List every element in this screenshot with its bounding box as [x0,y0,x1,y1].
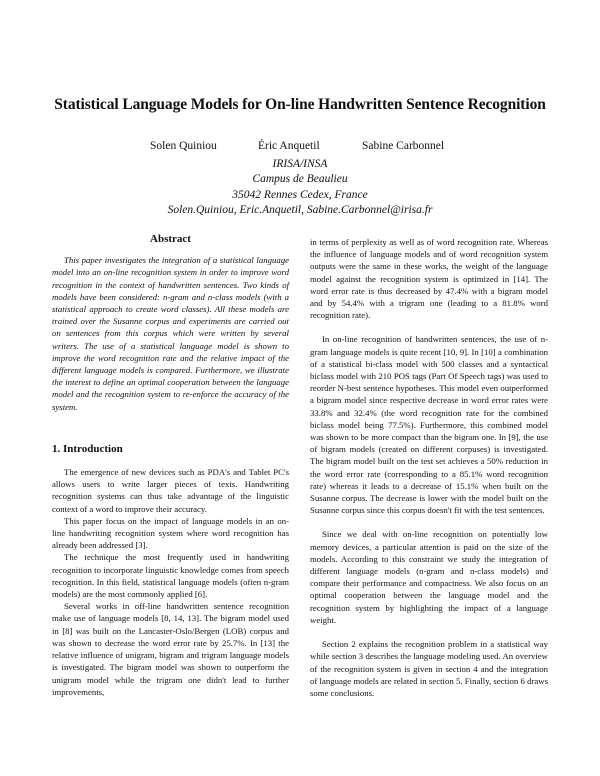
author-2: Éric Anquetil [258,140,320,152]
right-paragraph-4: Section 2 explains the recognition problem in a statistical way while section 3 describes the language modeling used. An overview of the recognition system is given in section 4 and the integration of language models are related in section 5. Finally, section 6 draws some conclusions. [310,639,548,698]
section-heading-introduction: 1. Introduction [52,442,123,455]
right-paragraph-3: Since we deal with on-line recognition on potentially low memory devices, a particular attention is paid on the size of the models. According to this constraint we study the integration of different language models (n-gram and n-class models) and compare their performance and compactness. We also focus on an optimal cooperation between the language model and the recognition system by highlighting the impact of a language weight. [310,529,548,625]
right-paragraph-1: in terms of perplexity as well as of word recognition rate. Whereas the influence of language models and of word recognition system outputs were the same in these works, the weight of the language model against the recognition system is optimized in [14]. The word error rate is thus decreased by 47.4% with a bigram model and by 54.4% with a trigram one (leading to a 81.8% word recognition rate). [310,237,548,321]
affiliation-emails: Solen.Quiniou, Eric.Anquetil, Sabine.Carbonnel@irisa.fr [167,203,433,216]
abstract-heading: Abstract [150,233,191,245]
affiliation-campus: Campus de Beaulieu [252,173,348,186]
paper-title: Statistical Language Models for On-line Handwritten Sentence Recognition [54,96,546,113]
affiliation-block [60,157,540,218]
author-3: Sabine Carbonnel [362,140,445,152]
intro-paragraph-1: The emergence of new devices such as PDA's and Tablet PC's allows users to write larger pieces of texts. Handwriting recognition systems can thus take advantage of the linguistic context of a word to improve their accuracy. [52,467,289,514]
author-1: Solen Quiniou [150,140,217,152]
affiliation-address: 35042 Rennes Cedex, France [232,188,368,201]
right-column [310,236,548,699]
right-paragraph-2: In on-line recognition of handwritten sentences, the use of n-gram language models is quite recent [10, 9]. In [10] a combination of a statistical bi-class model with 500 classes and a syntactical biclass model with 210 POS tags (Part Of Speech tags) was used to reorder N-best sentence hypotheses. This model even outperformed a bigram model since respective decrease in word error rates were 33.8% and 32.4% (the word recognition rate for the combined biclass model being 77.5%). Furthermore, this combined model was shown to be more compact than the bigram one. In [9], the use of bigram models (created on different corpuses) is investigated. The bigram model built on the test set achieves a 50% reduction in the word error rate (corresponding to a 85.1% word recognition rate) whereas it leads to a decrease of 15.1% when built on the Susanne corpus. The decrease is lower with the model built on the Susanne corpus since this corpus doesn't fit with the test sentences. [310,334,548,516]
left-column [52,233,289,698]
affiliation-lab: IRISA/INSA [272,158,328,170]
abstract-text: This paper investigates the integration of a statistical language model into an on-line recognition system in order to improve word recognition in the context of handwritten sentences. Two kinds of models have been considered: n-gram and n-class models (with a statistical approach to create word classes). All these models are trained over the Susanne corpus and experiments are carried out on sentences from this corpus which were written by several writers. The use of a statistical language model is shown to improve the word recognition rate and the relative impact of the different language models is compared. Furthermore, we illustrate the interest to define an optimal cooperation between the language model and the recognition system to re-enforce the accuracy of the system. [52,255,289,412]
intro-paragraph-4: Several works in off-line handwritten sentence recognition make use of language models [8, 14, 13]. The bigram model used in [8] was built on the Lancaster-Oslo/Bergen (LOB) corpus and was shown to decrease the word error rate by 25.7%. In [13] the relative influence of unigram, bigram and trigram language models is investigated. The bigram model was shown to outperform the unigram model while the trigram one didn't lead to further improvements, [52,601,289,697]
intro-paragraph-2: This paper focus on the impact of language models in an on-line handwriting recognition system where word recognition has already been addressed [3]. [52,515,289,551]
intro-paragraph-3: The technique the most frequently used in handwriting recognition to incorporate linguistic knowledge comes from speech recognition. In this field, statistical language models (often n-gram models) are the most commonly applied [6]. [52,552,289,600]
